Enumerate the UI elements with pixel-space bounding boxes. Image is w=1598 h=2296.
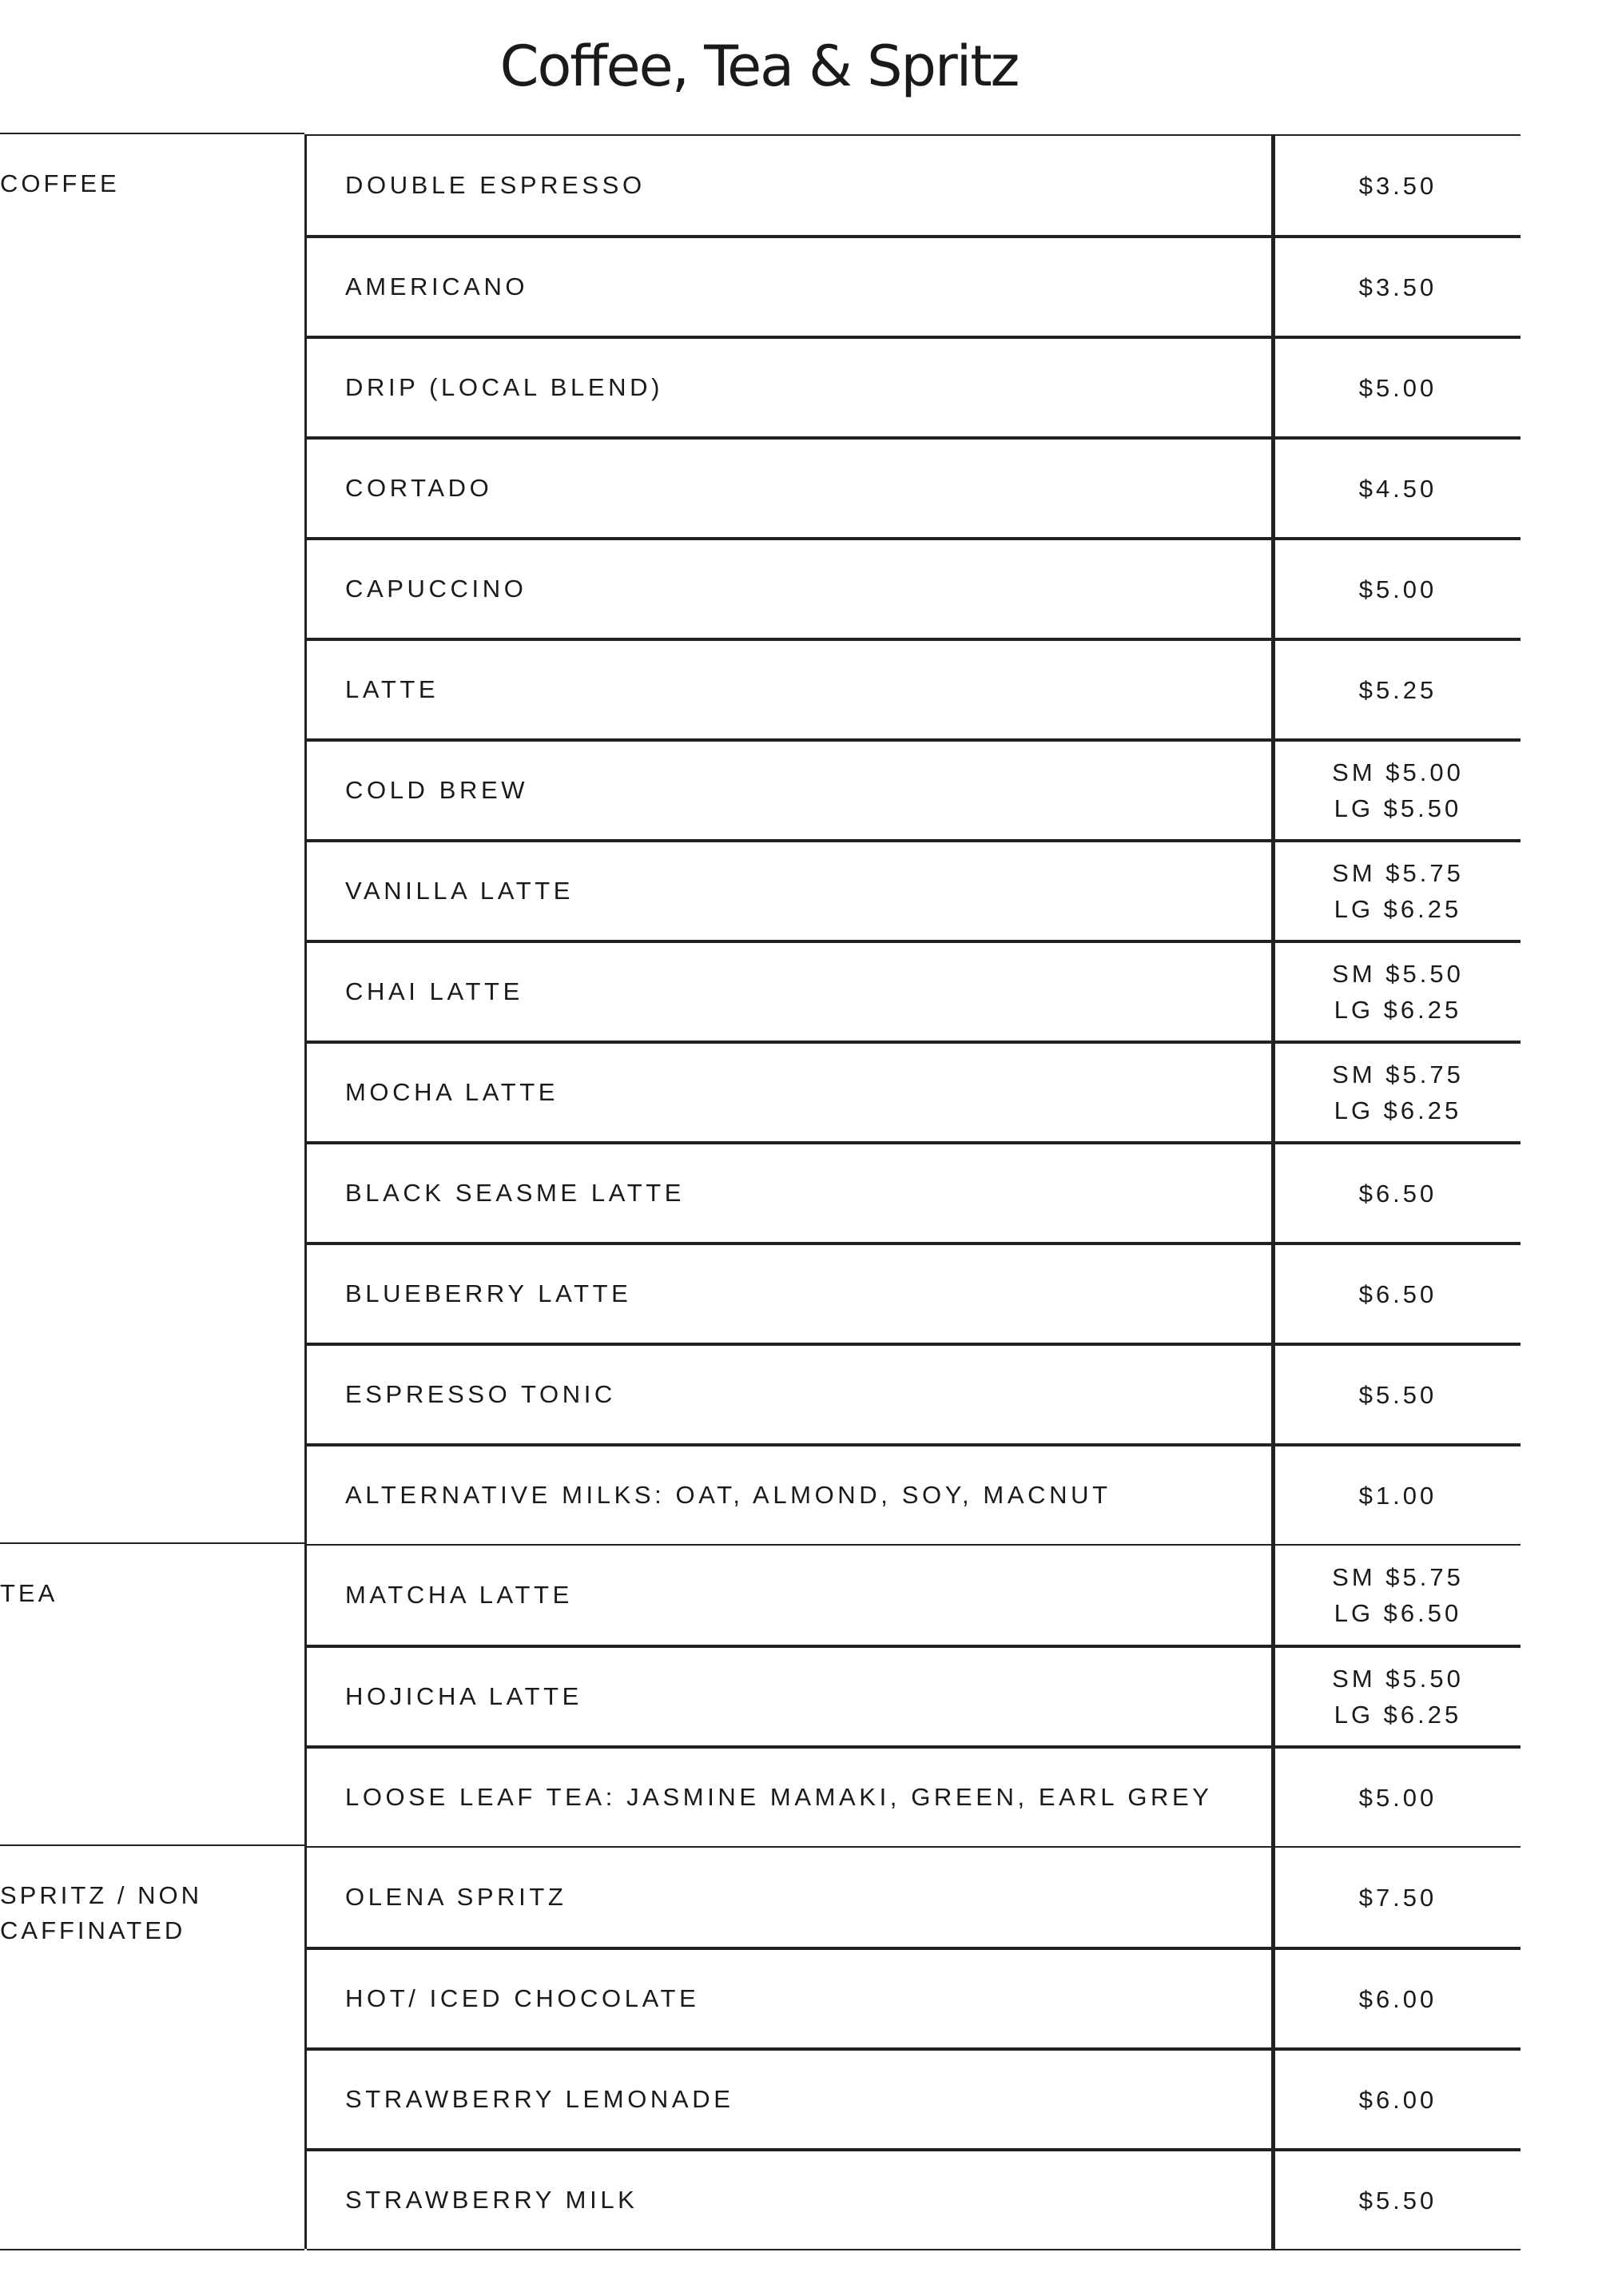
menu-row bbox=[307, 1947, 1520, 2047]
menu-row bbox=[307, 940, 1520, 1041]
price-line: LG $6.25 bbox=[1334, 996, 1462, 1024]
menu-row bbox=[307, 1141, 1520, 1242]
price-line: SM $5.75 bbox=[1332, 1060, 1464, 1088]
item-price bbox=[1271, 1648, 1520, 1745]
price-line: $5.25 bbox=[1358, 675, 1437, 704]
item-name: DRIP (LOCAL BLEND) bbox=[345, 373, 664, 401]
price-line: LG $6.25 bbox=[1334, 1701, 1462, 1729]
price-line: $3.50 bbox=[1358, 171, 1437, 200]
category-label: COFFEE bbox=[0, 169, 120, 197]
menu-section bbox=[0, 1542, 1464, 1846]
menu-row bbox=[307, 738, 1520, 839]
menu-row bbox=[307, 2047, 1520, 2148]
item-name: STRAWBERRY LEMONADE bbox=[345, 2085, 734, 2113]
item-price bbox=[1271, 641, 1520, 738]
item-name: BLACK SEASME LATTE bbox=[345, 1179, 686, 1207]
item-name: ALTERNATIVE MILKS: OAT, ALMOND, SOY, MACNUT bbox=[345, 1481, 1111, 1509]
category-items bbox=[304, 1846, 1520, 2249]
price-line: $6.00 bbox=[1358, 1984, 1437, 2013]
menu-row bbox=[307, 1242, 1520, 1343]
menu-row bbox=[307, 1846, 1520, 1947]
item-price bbox=[1271, 1144, 1520, 1242]
price-line: $3.50 bbox=[1358, 273, 1437, 301]
menu-row bbox=[307, 1544, 1520, 1645]
item-price bbox=[1271, 2051, 1520, 2148]
item-name: ESPRESSO TONIC bbox=[345, 1380, 616, 1408]
menu-title: Coffee, Tea & Spritz bbox=[499, 34, 1019, 99]
category-label: TEA bbox=[0, 1579, 58, 1607]
category-label: SPRITZ / NON CAFFINATED bbox=[0, 1881, 202, 1944]
item-price bbox=[1271, 1950, 1520, 2047]
item-price bbox=[1271, 339, 1520, 436]
item-name: CORTADO bbox=[345, 474, 493, 502]
item-price bbox=[1271, 1346, 1520, 1443]
item-name: MATCHA LATTE bbox=[345, 1581, 573, 1609]
menu-row bbox=[307, 1745, 1520, 1848]
price-line: SM $5.50 bbox=[1332, 960, 1464, 988]
price-line: SM $5.75 bbox=[1332, 1563, 1464, 1591]
price-line: LG $6.25 bbox=[1334, 895, 1462, 923]
menu-table bbox=[0, 133, 1518, 2247]
price-line: SM $5.00 bbox=[1332, 758, 1464, 786]
menu-row bbox=[307, 235, 1520, 336]
price-line: $6.50 bbox=[1358, 1279, 1437, 1308]
price-line: $4.50 bbox=[1358, 474, 1437, 503]
menu-row bbox=[307, 134, 1520, 235]
price-line: $5.00 bbox=[1358, 373, 1437, 402]
price-line: SM $5.75 bbox=[1332, 859, 1464, 887]
price-line: LG $5.50 bbox=[1334, 794, 1462, 822]
price-line: SM $5.50 bbox=[1332, 1665, 1464, 1693]
price-line: $5.00 bbox=[1358, 575, 1437, 603]
price-line: $5.50 bbox=[1358, 2186, 1437, 2214]
item-name: LATTE bbox=[345, 675, 439, 703]
item-price bbox=[1271, 440, 1520, 537]
menu-row bbox=[307, 537, 1520, 638]
item-price bbox=[1271, 540, 1520, 638]
item-name: MOCHA LATTE bbox=[345, 1078, 559, 1106]
menu-row bbox=[307, 1645, 1520, 1745]
item-price bbox=[1271, 1245, 1520, 1343]
item-price bbox=[1271, 136, 1520, 235]
item-name: DOUBLE ESPRESSO bbox=[345, 171, 646, 199]
menu-row bbox=[307, 1343, 1520, 1443]
price-line: $7.50 bbox=[1358, 1883, 1437, 1912]
price-line: $5.00 bbox=[1358, 1783, 1437, 1812]
price-line: $6.00 bbox=[1358, 2085, 1437, 2114]
item-name: HOT/ ICED CHOCOLATE bbox=[345, 1984, 700, 2012]
item-price bbox=[1271, 1848, 1520, 1947]
item-price bbox=[1271, 1546, 1520, 1645]
menu-row bbox=[307, 2148, 1520, 2250]
menu-row bbox=[307, 1041, 1520, 1141]
menu-row bbox=[307, 638, 1520, 738]
menu-row bbox=[307, 436, 1520, 537]
item-name: OLENA SPRITZ bbox=[345, 1883, 567, 1911]
price-line: $1.00 bbox=[1358, 1481, 1437, 1510]
menu-row bbox=[307, 839, 1520, 940]
item-name: HOJICHA LATTE bbox=[345, 1682, 582, 1710]
menu-section bbox=[0, 133, 1464, 1544]
price-line: LG $6.25 bbox=[1334, 1096, 1462, 1124]
item-price bbox=[1271, 742, 1520, 839]
item-name: CAPUCCINO bbox=[345, 575, 527, 603]
item-name: BLUEBERRY LATTE bbox=[345, 1279, 632, 1307]
item-price bbox=[1271, 842, 1520, 940]
item-price bbox=[1271, 1044, 1520, 1141]
item-name: STRAWBERRY MILK bbox=[345, 2186, 638, 2214]
item-price bbox=[1271, 943, 1520, 1041]
item-name: VANILLA LATTE bbox=[345, 877, 574, 905]
price-line: $5.50 bbox=[1358, 1380, 1437, 1409]
price-line: LG $6.50 bbox=[1334, 1599, 1462, 1627]
menu-row bbox=[307, 1443, 1520, 1546]
item-price bbox=[1271, 238, 1520, 336]
item-price bbox=[1271, 2151, 1520, 2249]
item-price bbox=[1271, 1749, 1520, 1846]
item-name: AMERICANO bbox=[345, 273, 529, 300]
price-line: $6.50 bbox=[1358, 1179, 1437, 1208]
menu-section bbox=[0, 1844, 1437, 2250]
item-name: LOOSE LEAF TEA: JASMINE MAMAKI, GREEN, EARL GREY bbox=[345, 1783, 1213, 1811]
item-name: CHAI LATTE bbox=[345, 977, 523, 1005]
menu-row bbox=[307, 336, 1520, 436]
category-items bbox=[304, 134, 1520, 1544]
item-name: COLD BREW bbox=[345, 776, 529, 804]
category-items bbox=[304, 1544, 1520, 1846]
item-price bbox=[1271, 1446, 1520, 1544]
